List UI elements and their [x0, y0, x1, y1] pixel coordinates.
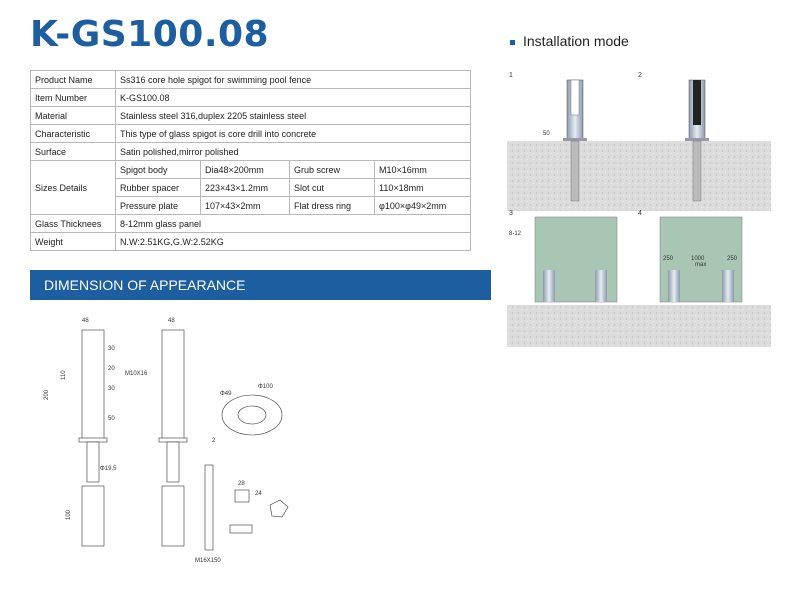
spec-value: 8-12mm glass panel — [116, 215, 471, 233]
installation-heading-text: Installation mode — [523, 33, 629, 49]
spec-label: Product Name — [31, 71, 116, 89]
table-row — [31, 107, 471, 125]
pressure-plate — [685, 138, 709, 141]
spigot-body — [722, 270, 734, 302]
panel-number: 2 — [638, 72, 642, 79]
spigot-outline — [82, 330, 104, 440]
bullet-icon — [510, 40, 515, 45]
dim-label: Φ100 — [258, 384, 273, 390]
concrete-slab — [507, 305, 771, 347]
anchor-outline — [82, 486, 104, 546]
dim-label: 110 — [61, 370, 67, 380]
plate-outline — [159, 438, 187, 442]
washer-outline — [230, 525, 252, 533]
dim-label: 8-12 — [509, 231, 522, 237]
dim-label: 48 — [168, 318, 175, 324]
table-row — [31, 215, 471, 233]
spec-table — [30, 70, 471, 251]
thread-outline — [167, 442, 179, 482]
dim-label: 48 — [82, 318, 89, 324]
bolt-outline — [205, 465, 213, 550]
dim-label: 50 — [108, 416, 115, 422]
installation-illustration — [505, 65, 775, 350]
spigot-body — [595, 270, 607, 302]
nut-outline — [235, 490, 249, 502]
table-row — [31, 233, 471, 251]
pressure-plate — [563, 138, 587, 141]
table-row — [31, 161, 471, 179]
spec-label: Material — [31, 107, 116, 125]
dim-label: 1000 — [691, 256, 705, 262]
dim-label: 2 — [212, 438, 216, 444]
size-cell: Grub screw — [290, 161, 375, 179]
dress-ring-hole — [238, 406, 266, 424]
size-cell: Flat dress ring — [290, 197, 375, 215]
spigot-outline — [162, 330, 184, 440]
spec-value: This type of glass spigot is core drill into concrete — [116, 125, 471, 143]
size-cell: Pressure plate — [116, 197, 201, 215]
table-row — [31, 125, 471, 143]
table-row — [31, 71, 471, 89]
dim-label: Φ19.5 — [100, 466, 117, 472]
dim-label: 30 — [108, 386, 115, 392]
size-cell: M10×16mm — [375, 161, 471, 179]
size-cell: 223×43×1.2mm — [201, 179, 290, 197]
dim-label: 30 — [108, 346, 115, 352]
size-cell: 107×43×2mm — [201, 197, 290, 215]
nut-outline — [270, 500, 288, 517]
spec-value: Satin polished,mirror polished — [116, 143, 471, 161]
plate-outline — [79, 438, 107, 442]
spec-value: N.W:2.51KG,G.W:2.52KG — [116, 233, 471, 251]
spec-label: Glass Thicknees — [31, 215, 116, 233]
spec-label: Sizes Details — [31, 161, 116, 215]
spec-value: K-GS100.08 — [116, 89, 471, 107]
threaded-rod — [693, 141, 701, 201]
spigot-body — [543, 270, 555, 302]
dimension-drawing — [30, 310, 310, 580]
installation-heading — [510, 33, 629, 49]
spec-value: Stainless steel 316,duplex 2205 stainless steel — [116, 107, 471, 125]
panel-number: 4 — [638, 210, 642, 217]
dim-label: M16X150 — [195, 558, 221, 564]
dim-label: Φ49 — [220, 391, 232, 397]
size-cell: Slot cut — [290, 179, 375, 197]
anchor-outline — [162, 486, 184, 546]
glass-panel — [693, 80, 701, 125]
dim-label: 250 — [663, 256, 674, 262]
size-cell: φ100×φ49×2mm — [375, 197, 471, 215]
concrete-slab — [507, 141, 771, 211]
table-row — [31, 89, 471, 107]
dim-label: 250 — [727, 256, 738, 262]
threaded-rod — [571, 141, 579, 201]
dim-label: 20 — [108, 366, 115, 372]
size-cell: Rubber spacer — [116, 179, 201, 197]
size-cell: Spigot body — [116, 161, 201, 179]
panel-number: 1 — [509, 72, 513, 79]
spec-value: Ss316 core hole spigot for swimming pool fence — [116, 71, 471, 89]
table-row — [31, 143, 471, 161]
dim-label: max — [695, 262, 707, 268]
thread-outline — [87, 442, 99, 482]
dim-label: 28 — [238, 481, 245, 487]
spigot-body — [668, 270, 680, 302]
page-title: K-GS100.08 — [30, 14, 270, 55]
spec-label: Item Number — [31, 89, 116, 107]
spec-label: Weight — [31, 233, 116, 251]
dim-label: M10X16 — [125, 371, 148, 377]
panel-number: 3 — [509, 210, 513, 217]
spec-label: Characteristic — [31, 125, 116, 143]
size-cell: 110×18mm — [375, 179, 471, 197]
dim-label: 200 — [44, 389, 50, 400]
glass-slot — [571, 80, 579, 115]
dimension-heading: DIMENSION OF APPEARANCE — [30, 270, 491, 300]
dim-label: 50 — [543, 131, 550, 137]
spec-label: Surface — [31, 143, 116, 161]
size-cell: Dia48×200mm — [201, 161, 290, 179]
dim-label: 24 — [255, 491, 262, 497]
dim-label: 100 — [66, 509, 72, 520]
